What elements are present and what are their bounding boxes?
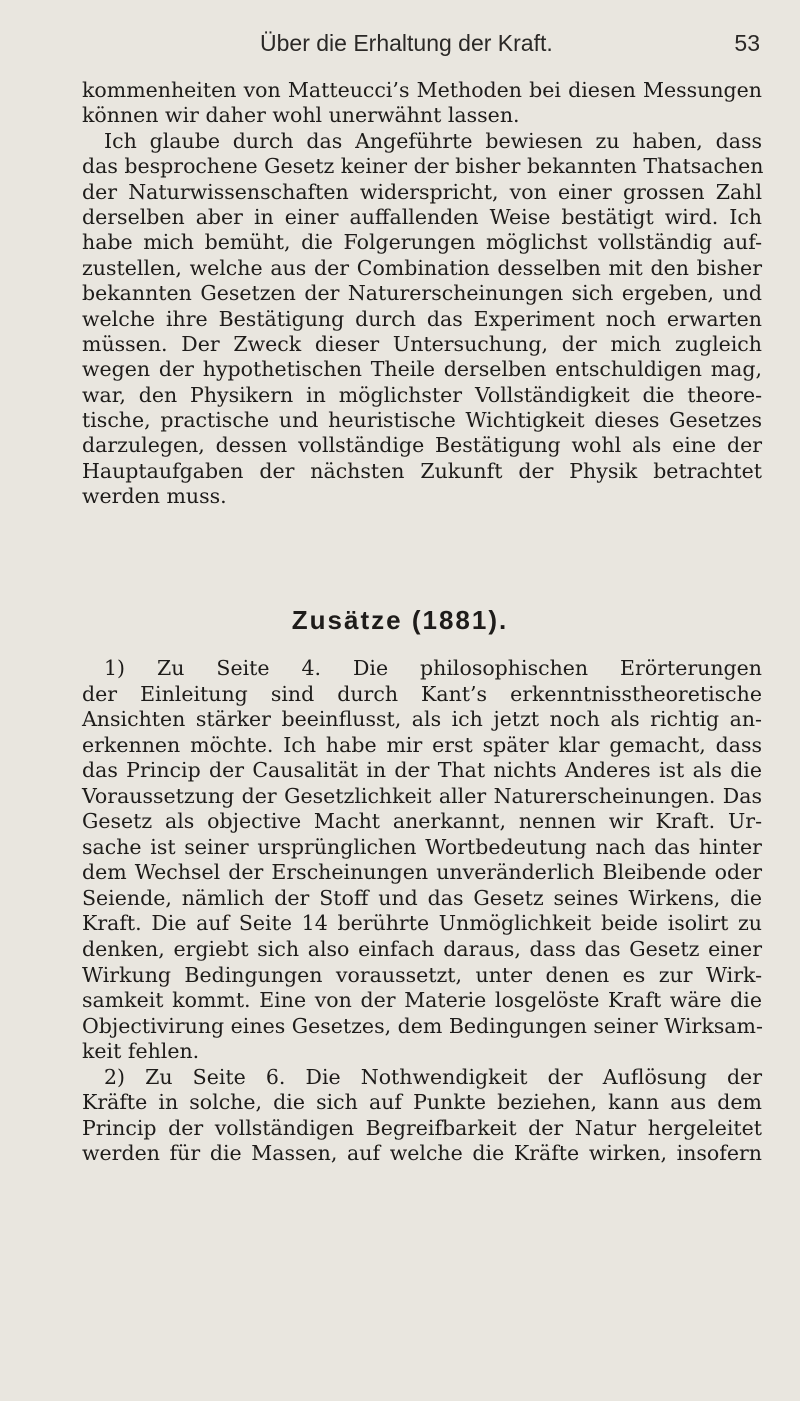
text-line: Objectivirung eines Gesetzes, dem Bedingungen seiner Wirksam- — [82, 1013, 763, 1038]
text-line: der Naturwissenschaften widerspricht, von einer grossen Zahl — [82, 179, 762, 204]
text-line: bekannten Gesetzen der Naturerscheinungen sich ergeben, und — [82, 281, 762, 306]
text-line: denken, ergiebt sich also einfach daraus, dass das Gesetz einer — [82, 937, 762, 962]
text-line: Seiende, nämlich der Stoff und das Gesetz seines Wirkens, die — [82, 885, 762, 910]
text-line: habe mich bemüht, die Folgerungen möglichst vollständig auf- — [82, 230, 762, 255]
text-line: Hauptaufgaben der nächsten Zukunft der Physik betrachtet — [82, 458, 762, 483]
text-line: Ich glaube durch das Angeführte bewiesen zu haben, dass — [104, 128, 762, 153]
running-title: Über die Erhaltung der Kraft. — [260, 30, 553, 56]
main-paragraphs — [82, 78, 762, 510]
text-line: 1) Zu Seite 4. Die philosophischen Erörterungen — [104, 656, 762, 680]
text-line: müssen. Der Zweck dieser Untersuchung, der mich zugleich — [82, 331, 762, 356]
text-line: werden für die Massen, auf welche die Kräfte wirken, insofern — [82, 1141, 762, 1166]
running-header — [0, 30, 800, 60]
section-heading: Zusätze (1881). — [291, 605, 509, 635]
text-line: welche ihre Bestätigung durch das Experiment noch erwarten — [82, 306, 762, 331]
text-line: zustellen, welche aus der Combination desselben mit den bisher — [82, 255, 762, 280]
text-line: Princip der vollständigen Begreifbarkeit der Natur hergeleitet — [82, 1115, 762, 1140]
addenda-paragraphs — [82, 656, 762, 1167]
text-line: werden muss. — [82, 484, 227, 509]
text-line: Kräfte in solche, die sich auf Punkte beziehen, kann aus dem — [82, 1090, 762, 1115]
text-line: war, den Physikern in möglichster Vollständigkeit die theore- — [82, 382, 762, 407]
text-line: sache ist seiner ursprünglichen Wortbedeutung nach das hinter — [82, 834, 762, 859]
text-line: der Einleitung sind durch Kant’s erkenntnisstheoretische — [82, 681, 762, 706]
text-line: das Princip der Causalität in der That nichts Anderes ist als die — [82, 758, 762, 783]
text-line: Wirkung Bedingungen voraussetzt, unter denen es zur Wirk- — [82, 962, 762, 987]
text-line: erkennen möchte. Ich habe mir erst später klar gemacht, dass — [82, 732, 762, 757]
text-line: kommenheiten von Matteucci’s Methoden bei diesen Messungen — [82, 78, 762, 102]
text-line: tische, practische und heuristische Wichtigkeit dieses Gesetzes — [82, 408, 762, 433]
text-line: keit fehlen. — [82, 1039, 200, 1064]
text-line: Kraft. Die auf Seite 14 berührte Unmöglichkeit beide isolirt zu — [82, 911, 762, 936]
text-line: das besprochene Gesetz keiner der bisher bekannten Thatsachen — [82, 154, 764, 179]
text-line: können wir daher wohl unerwähnt lassen. — [82, 103, 520, 128]
text-line: Gesetz als objective Macht anerkannt, nennen wir Kraft. Ur- — [82, 809, 762, 834]
text-line: Ansichten stärker beeinflusst, als ich jetzt noch als richtig an- — [82, 707, 762, 732]
text-line: darzulegen, dessen vollständige Bestätigung wohl als eine der — [82, 433, 762, 458]
text-line: wegen der hypothetischen Theile derselben entschuldigen mag, — [82, 357, 762, 382]
text-line: 2) Zu Seite 6. Die Nothwendigkeit der Auflösung der — [104, 1064, 762, 1089]
text-line: dem Wechsel der Erscheinungen unveränderlich Bleibende oder — [82, 860, 762, 885]
text-line: samkeit kommt. Eine von der Materie losgelöste Kraft wäre die — [82, 988, 762, 1013]
text-line: derselben aber in einer auffallenden Weise bestätigt wird. Ich — [82, 204, 762, 229]
page-number: 53 — [734, 30, 760, 56]
text-line: Voraussetzung der Gesetzlichkeit aller Naturerscheinungen. Das — [82, 783, 762, 808]
